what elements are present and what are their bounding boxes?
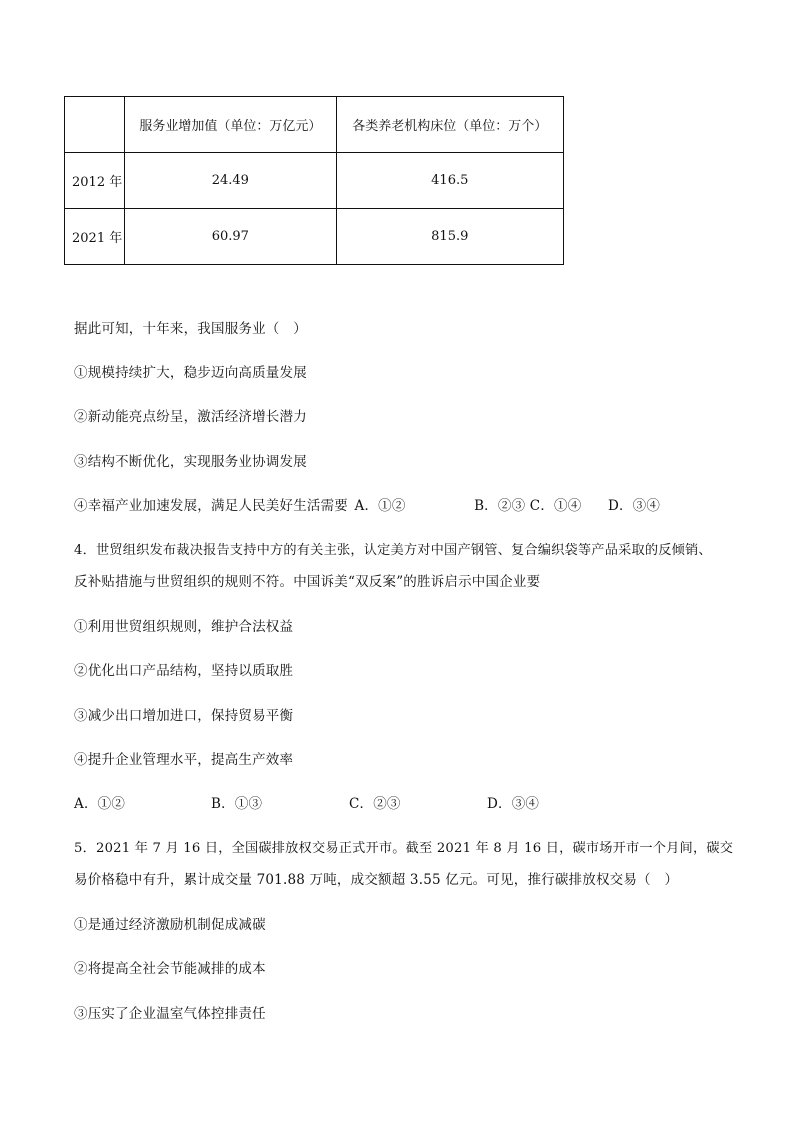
q3-option-d: D．③④ [607,498,661,514]
q4-option-c: C．②③ [349,796,401,812]
table-header-row [65,97,564,153]
q5-item-2: ②将提高全社会节能减排的成本 [74,961,266,977]
q3-item-2: ②新动能亮点纷呈，激活经济增长潜力 [74,409,307,425]
q4-option-d: D．③④ [487,796,540,812]
q3-item-4-with-options [74,494,660,514]
q4-stem-line1: 4．世贸组织发布裁决报告支持中方的有关主张，认定美方对中国产钢管、复合编织袋等产品采取的反倾销、 [74,543,712,558]
q3-stem: 据此可知，十年来，我国服务业（ ） [74,321,307,337]
table-cell-year: 2012 年 [65,153,125,209]
q4-option-a: A．①② [74,796,126,812]
q4-stem-line2: 反补贴措施与世贸组织的规则不符。中国诉美“双反案”的胜诉启示中国企业要 [74,574,541,590]
table-cell-beds: 815.9 [336,209,563,265]
q3-option-b: B．②③ [474,498,526,514]
q5-item-1: ①是通过经济激励机制促成减碳 [74,917,266,933]
q3-option-c: C．①④ [529,498,582,514]
table-row [65,153,564,209]
q3-item-3: ③结构不断优化，实现服务业协调发展 [74,454,307,470]
q5-stem-line2: 易价格稳中有升，累计成交量 701.88 万吨，成交额超 3.55 亿元。可见，推行碳排放权交易（ ） [74,872,679,888]
table-header-cell: 服务业增加值（单位：万亿元） [125,97,336,153]
table-header-cell: 各类养老机构床位（单位：万个） [336,97,563,153]
table-cell-service-value: 60.97 [125,209,336,265]
q4-item-4: ④提升企业管理水平，提高生产效率 [74,752,294,768]
q4-item-1: ①利用世贸组织规则，维护合法权益 [74,619,294,635]
q3-item-1: ①规模持续扩大，稳步迈向高质量发展 [74,365,307,381]
q4-item-2: ②优化出口产品结构，坚持以质取胜 [74,663,294,679]
q3-option-a: A．①② [354,498,406,514]
table-header-cell [65,97,125,153]
q4-item-3: ③减少出口增加进口，保持贸易平衡 [74,708,294,724]
table-cell-beds: 416.5 [336,153,563,209]
q4-option-b: B．①③ [211,796,263,812]
table-cell-year: 2021 年 [65,209,125,265]
q3-item-4: ④幸福产业加速发展，满足人民美好生活需要 [74,498,348,514]
table-row [65,209,564,265]
data-table [64,96,564,265]
q5-item-3: ③压实了企业温室气体控排责任 [74,1006,266,1022]
q5-stem-line1: 5．2021 年 7 月 16 日，全国碳排放权交易正式开市。截至 2021 年 8 月 16 日，碳市场开市一个月间，碳交 [74,841,734,856]
table-cell-service-value: 24.49 [125,153,336,209]
